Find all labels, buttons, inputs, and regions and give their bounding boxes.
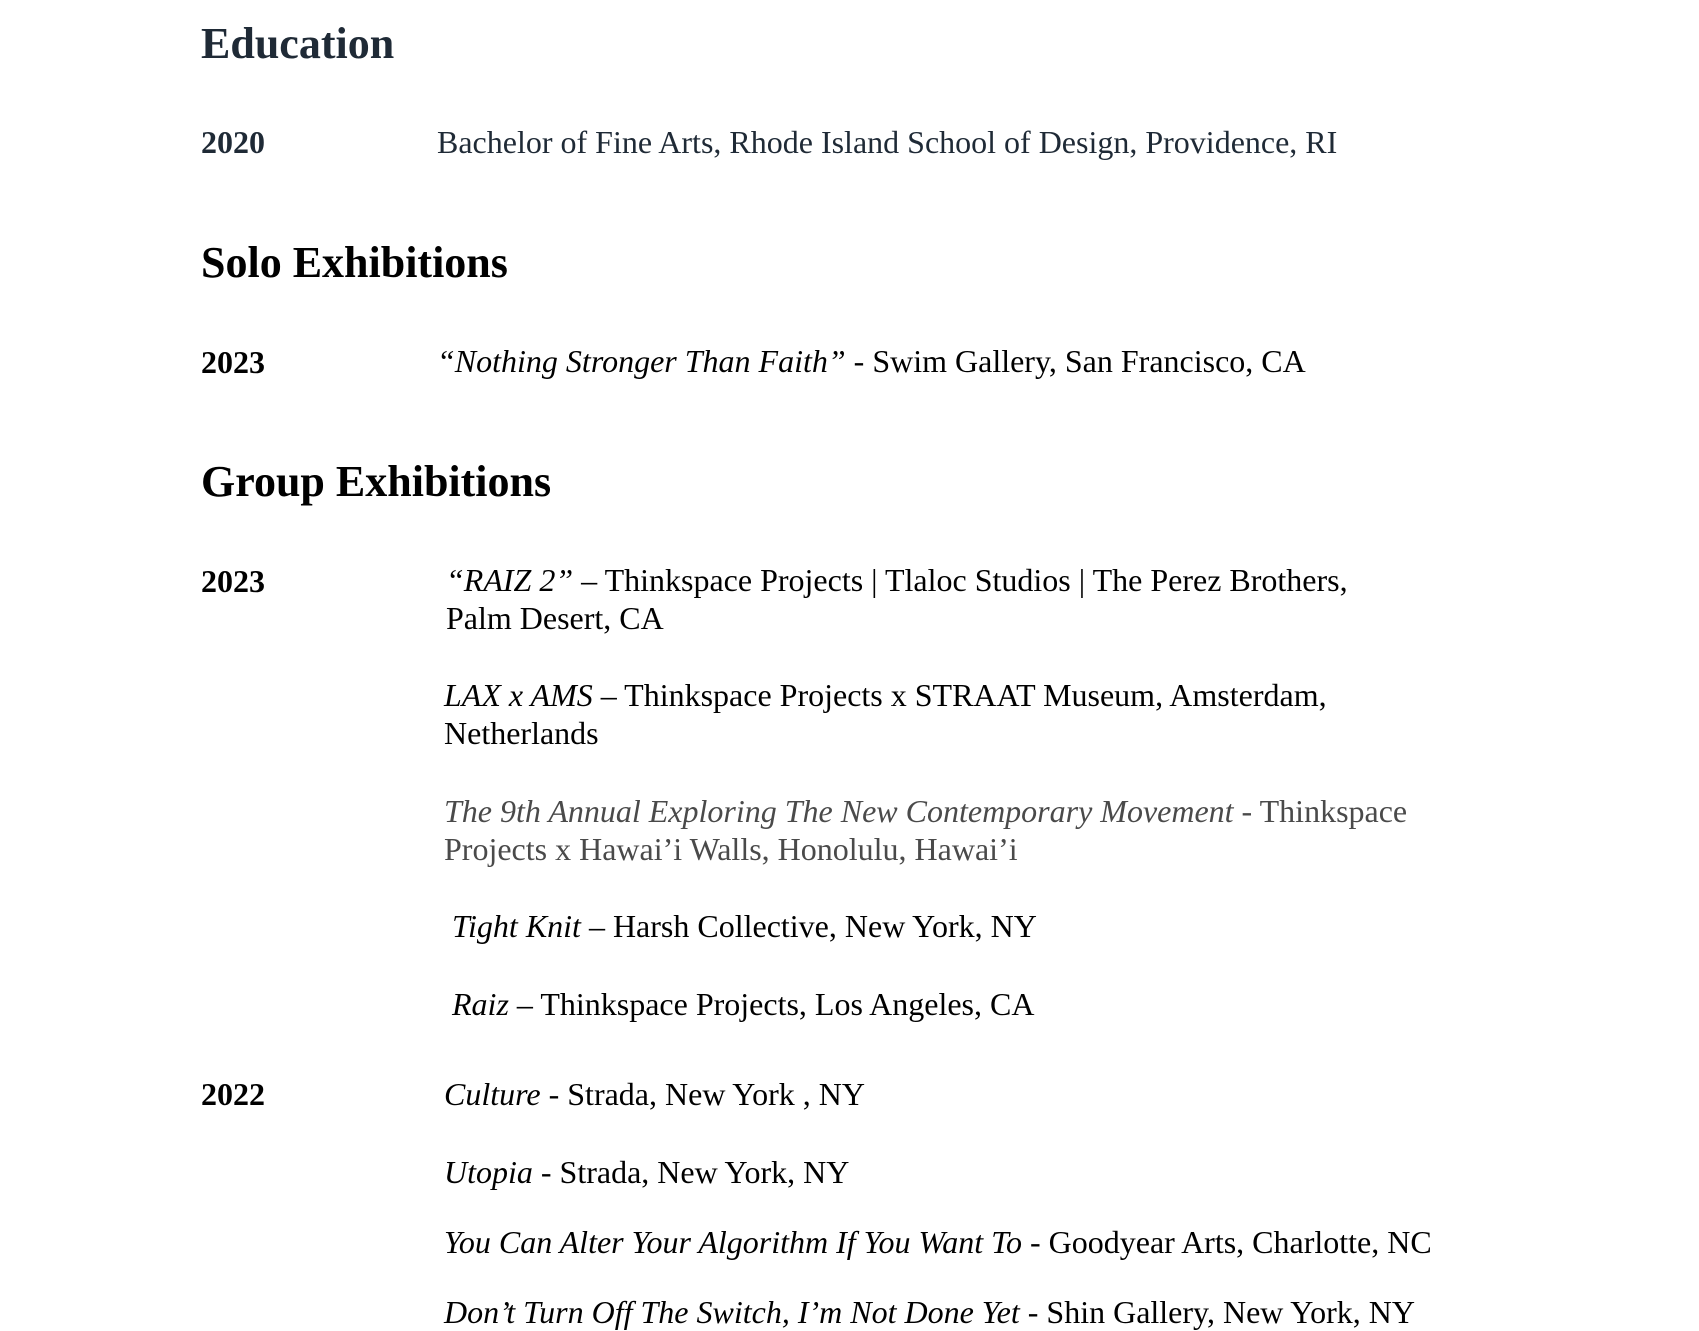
entry-title: You Can Alter Your Algorithm If You Want To [444,1224,1022,1260]
group-entry-raiz2-line2: Palm Desert, CA [446,600,664,636]
entry-title: LAX x AMS [444,677,593,713]
entry-venue: - Goodyear Arts, Charlotte, NC [1022,1224,1432,1260]
entry-venue: - Strada, New York , NY [540,1076,866,1112]
education-year: 2020 [201,124,265,160]
group-entry-algorithm [444,1223,1432,1261]
group-entry-raiz2 [446,561,1348,599]
group-entry-9th-annual-line2: Projects x Hawai’i Walls, Honolulu, Hawai’i [444,831,1018,867]
entry-venue: – Thinkspace Projects | Tlaloc Studios | The Perez Brothers, [573,562,1348,598]
entry-title: Don’t Turn Off The Switch, I’m Not Done Yet [444,1294,1020,1330]
entry-venue: - Shin Gallery, New York, NY [1019,1294,1415,1330]
entry-title: Raiz [452,986,509,1022]
group-entry-lax-ams-line2: Netherlands [444,715,599,751]
group-entry-9th-annual [444,792,1407,830]
group-exhibitions-heading: Group Exhibitions [201,457,552,506]
education-entry: Bachelor of Fine Arts, Rhode Island School of Design, Providence, RI [437,124,1338,160]
entry-title: Utopia [444,1154,533,1190]
solo-entry [437,342,1306,380]
group-entry-raiz [452,985,1034,1023]
group-entry-utopia [444,1153,849,1191]
group-year-2022: 2022 [201,1076,265,1112]
entry-venue: – Thinkspace Projects x STRAAT Museum, Amsterdam, [592,677,1327,713]
solo-exhibitions-heading: Solo Exhibitions [201,238,508,287]
group-entry-switch [444,1293,1415,1331]
entry-title: The 9th Annual Exploring The New Contemporary Movement [444,793,1234,829]
entry-title: Tight Knit [452,908,581,944]
solo-title: “Nothing Stronger Than Faith” [437,343,846,379]
group-entry-tight-knit [452,907,1037,945]
entry-title: “RAIZ 2” [446,562,574,598]
education-heading: Education [201,19,395,68]
entry-title: Culture [444,1076,541,1112]
group-entry-culture [444,1075,865,1113]
entry-venue: - Thinkspace [1233,793,1408,829]
solo-year: 2023 [201,344,265,380]
entry-venue: - Strada, New York, NY [532,1154,850,1190]
solo-venue: - Swim Gallery, San Francisco, CA [845,343,1306,379]
entry-venue: – Thinkspace Projects, Los Angeles, CA [508,986,1035,1022]
entry-venue: – Harsh Collective, New York, NY [580,908,1037,944]
group-entry-lax-ams [444,676,1327,714]
group-year-2023: 2023 [201,563,265,599]
